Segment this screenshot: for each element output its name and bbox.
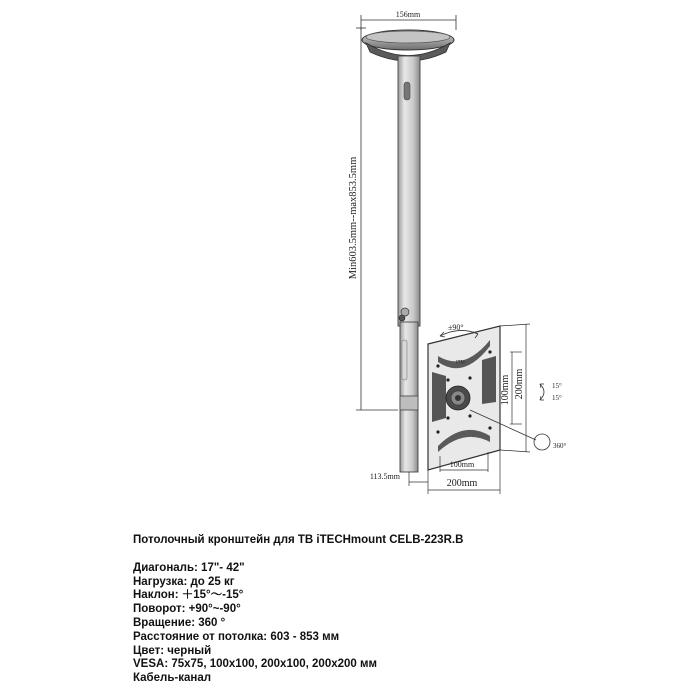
lower-pole	[400, 308, 418, 472]
top-width-dimension	[361, 10, 456, 30]
spec-color: Цвет: черный	[133, 644, 212, 657]
vesa-v-inner-label: 100mm	[500, 374, 511, 406]
rotation-90-label: ±90°	[448, 323, 464, 332]
upper-pole	[398, 56, 420, 326]
product-title: Потолочный кронштейн для ТВ iTECHmount CELB-223R.B	[133, 534, 464, 546]
swivel-label: 360°	[553, 442, 567, 450]
tilt-down-label: 15°	[552, 394, 562, 402]
offset-dimension	[370, 472, 428, 486]
spec-cable-channel: Кабель-канал	[133, 672, 212, 685]
vesa-vertical-dimensions	[500, 324, 530, 452]
vesa-h-outer-label: 200mm	[446, 478, 478, 489]
spec-rotation: Вращение: 360 °	[133, 616, 226, 629]
spec-turn: Поворот: +90°~-90°	[133, 603, 241, 616]
vesa-v-outer-label: 200mm	[514, 368, 525, 400]
height-label: Min603.5mm--max853.5mm	[348, 156, 359, 280]
spec-ceiling-distance: Расстояние от потолка: 603 - 853 мм	[133, 630, 340, 643]
spec-tilt: Наклон: ＋15°～-15°	[133, 589, 244, 602]
height-dimension	[348, 28, 398, 410]
top-width-label: 156mm	[395, 10, 421, 19]
vesa-h-inner-label: 100mm	[449, 460, 475, 469]
svg-text:ITM: ITM	[456, 360, 465, 366]
offset-label: 113.5mm	[369, 472, 400, 481]
spec-diagonal: Диагональ: 17"- 42"	[133, 561, 245, 574]
vesa-plate	[428, 326, 500, 470]
tilt-up-label: 15°	[552, 382, 562, 390]
product-specs	[133, 534, 693, 686]
spec-load: Нагрузка: до 25 кг	[133, 575, 235, 588]
tilt-indicator	[540, 382, 562, 402]
spec-vesa: VESA: 75x75, 100x100, 200x100, 200x200 мм	[133, 658, 378, 671]
